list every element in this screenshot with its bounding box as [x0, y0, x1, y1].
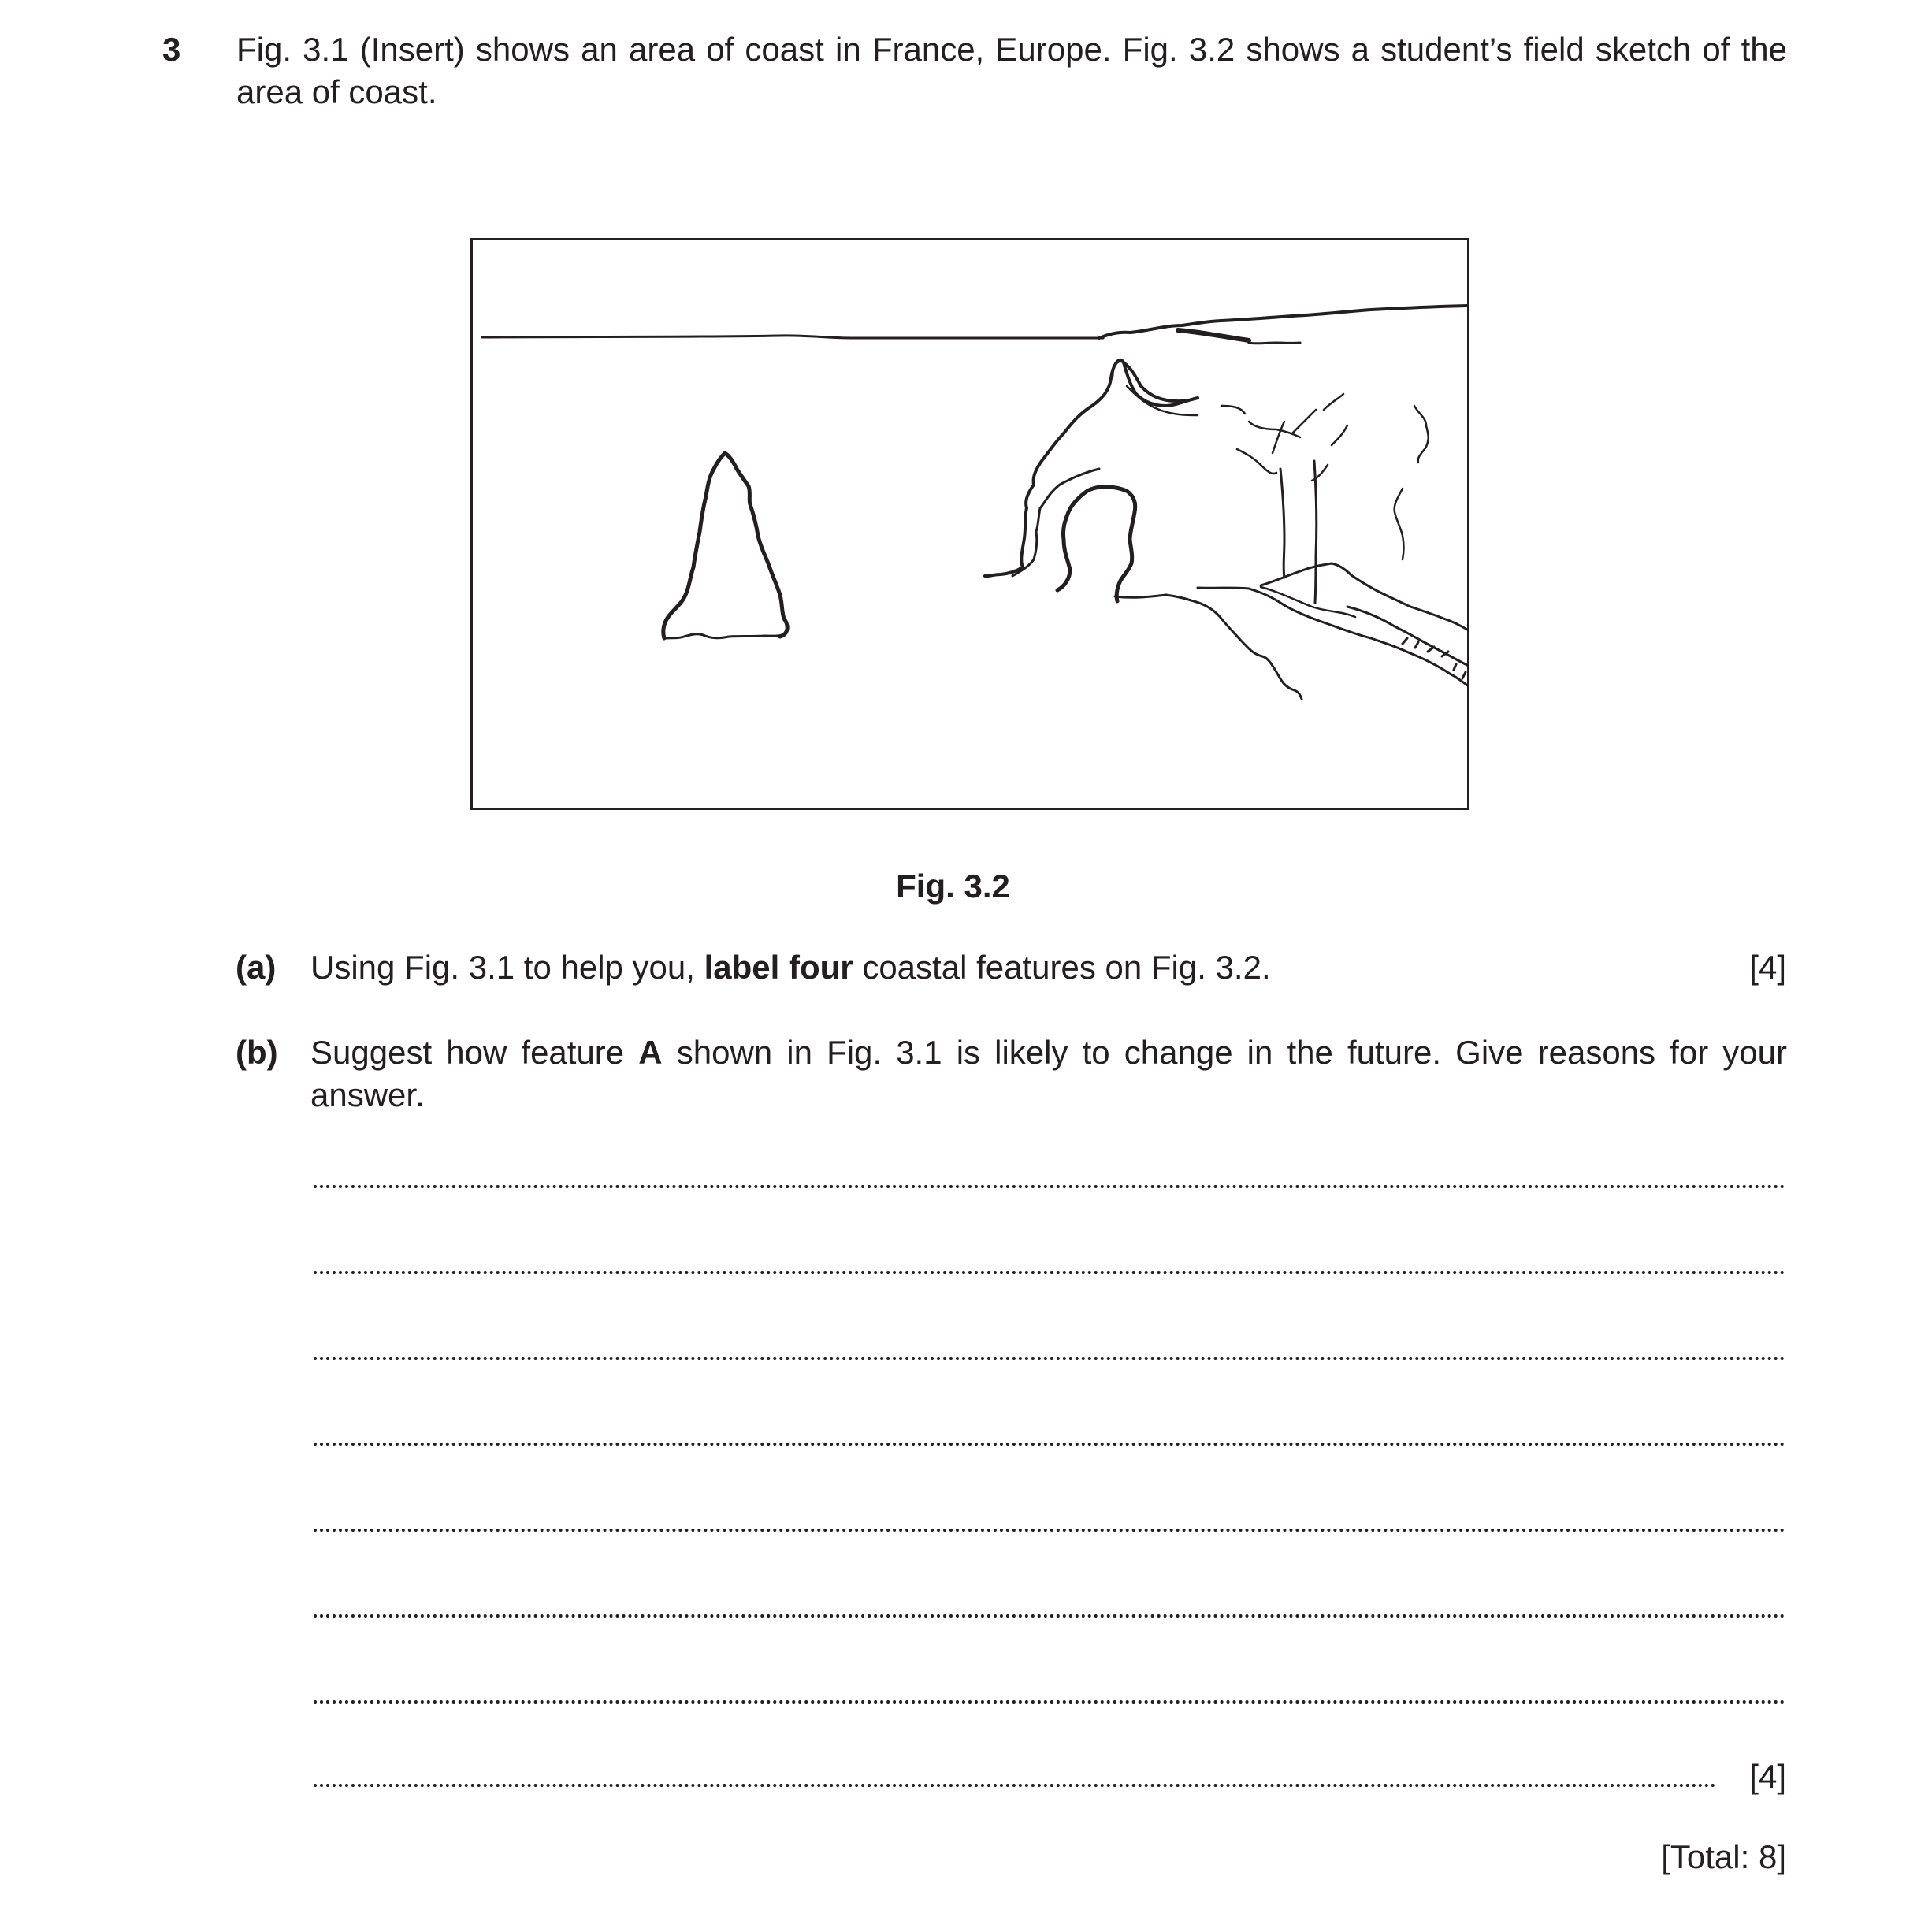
- cliff-face-line-1: [1249, 343, 1300, 344]
- cliff-face-line-7: [1314, 461, 1317, 603]
- cliff-face-line-6: [1312, 425, 1347, 481]
- cliff-top-line: [1099, 306, 1469, 338]
- platform-line-3: [1261, 563, 1469, 630]
- platform-line-1: [1115, 595, 1302, 699]
- arch-opening: [1057, 487, 1135, 601]
- part-a-text-end: coastal features on Fig. 3.2.: [853, 949, 1271, 986]
- part-b-text-end: shown in Fig. 3.1 is likely to change in the future. Give reasons for your answer.: [310, 1034, 1788, 1113]
- part-b-text: [310, 1031, 1787, 1116]
- part-a-label: (a): [236, 949, 277, 986]
- cliff-face-line-10: [1395, 489, 1404, 559]
- answer-line-7[interactable]: [314, 1700, 1785, 1704]
- arch-outer-outline: [985, 360, 1198, 576]
- part-b-text-bold: A: [638, 1034, 663, 1071]
- part-b-text-start: Suggest how feature: [310, 1034, 639, 1071]
- part-b-marks: [4]: [1749, 1758, 1786, 1795]
- answer-line-1[interactable]: [314, 1185, 1785, 1188]
- answer-line-4[interactable]: [314, 1443, 1785, 1446]
- answer-line-3[interactable]: [314, 1357, 1785, 1360]
- cliff-face-line-8: [1280, 469, 1284, 578]
- cliff-face-line-9: [1414, 406, 1429, 463]
- part-a-text: [310, 946, 1650, 989]
- figure-caption: Fig. 3.2: [896, 868, 1010, 905]
- answer-line-2[interactable]: [314, 1271, 1785, 1274]
- field-sketch-drawing: [473, 240, 1469, 810]
- part-b-label: (b): [236, 1034, 278, 1071]
- part-a-text-bold: label four: [704, 949, 853, 986]
- question-stem: Fig. 3.1 (Insert) shows an area of coast in France, Europe. Fig. 3.2 shows a student’s field sketch of the area of coast.: [236, 31, 1787, 110]
- total-marks: [Total: 8]: [1661, 1838, 1786, 1875]
- question-number: 3: [162, 31, 181, 68]
- sea-stack-outline: [663, 453, 787, 638]
- sea-stack-base: [665, 634, 784, 638]
- part-a-text-start: Using Fig. 3.1 to help you,: [310, 949, 704, 986]
- cliff-top-highlight: [1178, 330, 1249, 340]
- part-a-marks: [4]: [1749, 949, 1786, 986]
- answer-line-5[interactable]: [314, 1529, 1785, 1532]
- answer-line-6[interactable]: [314, 1614, 1785, 1618]
- cliff-face-line-5: [1237, 449, 1276, 474]
- cliff-face-line-3: [1221, 406, 1300, 437]
- field-sketch-figure: [470, 238, 1469, 810]
- platform-line-5: [1261, 587, 1355, 617]
- answer-line-8[interactable]: [314, 1784, 1716, 1787]
- horizon-line: [482, 336, 1103, 338]
